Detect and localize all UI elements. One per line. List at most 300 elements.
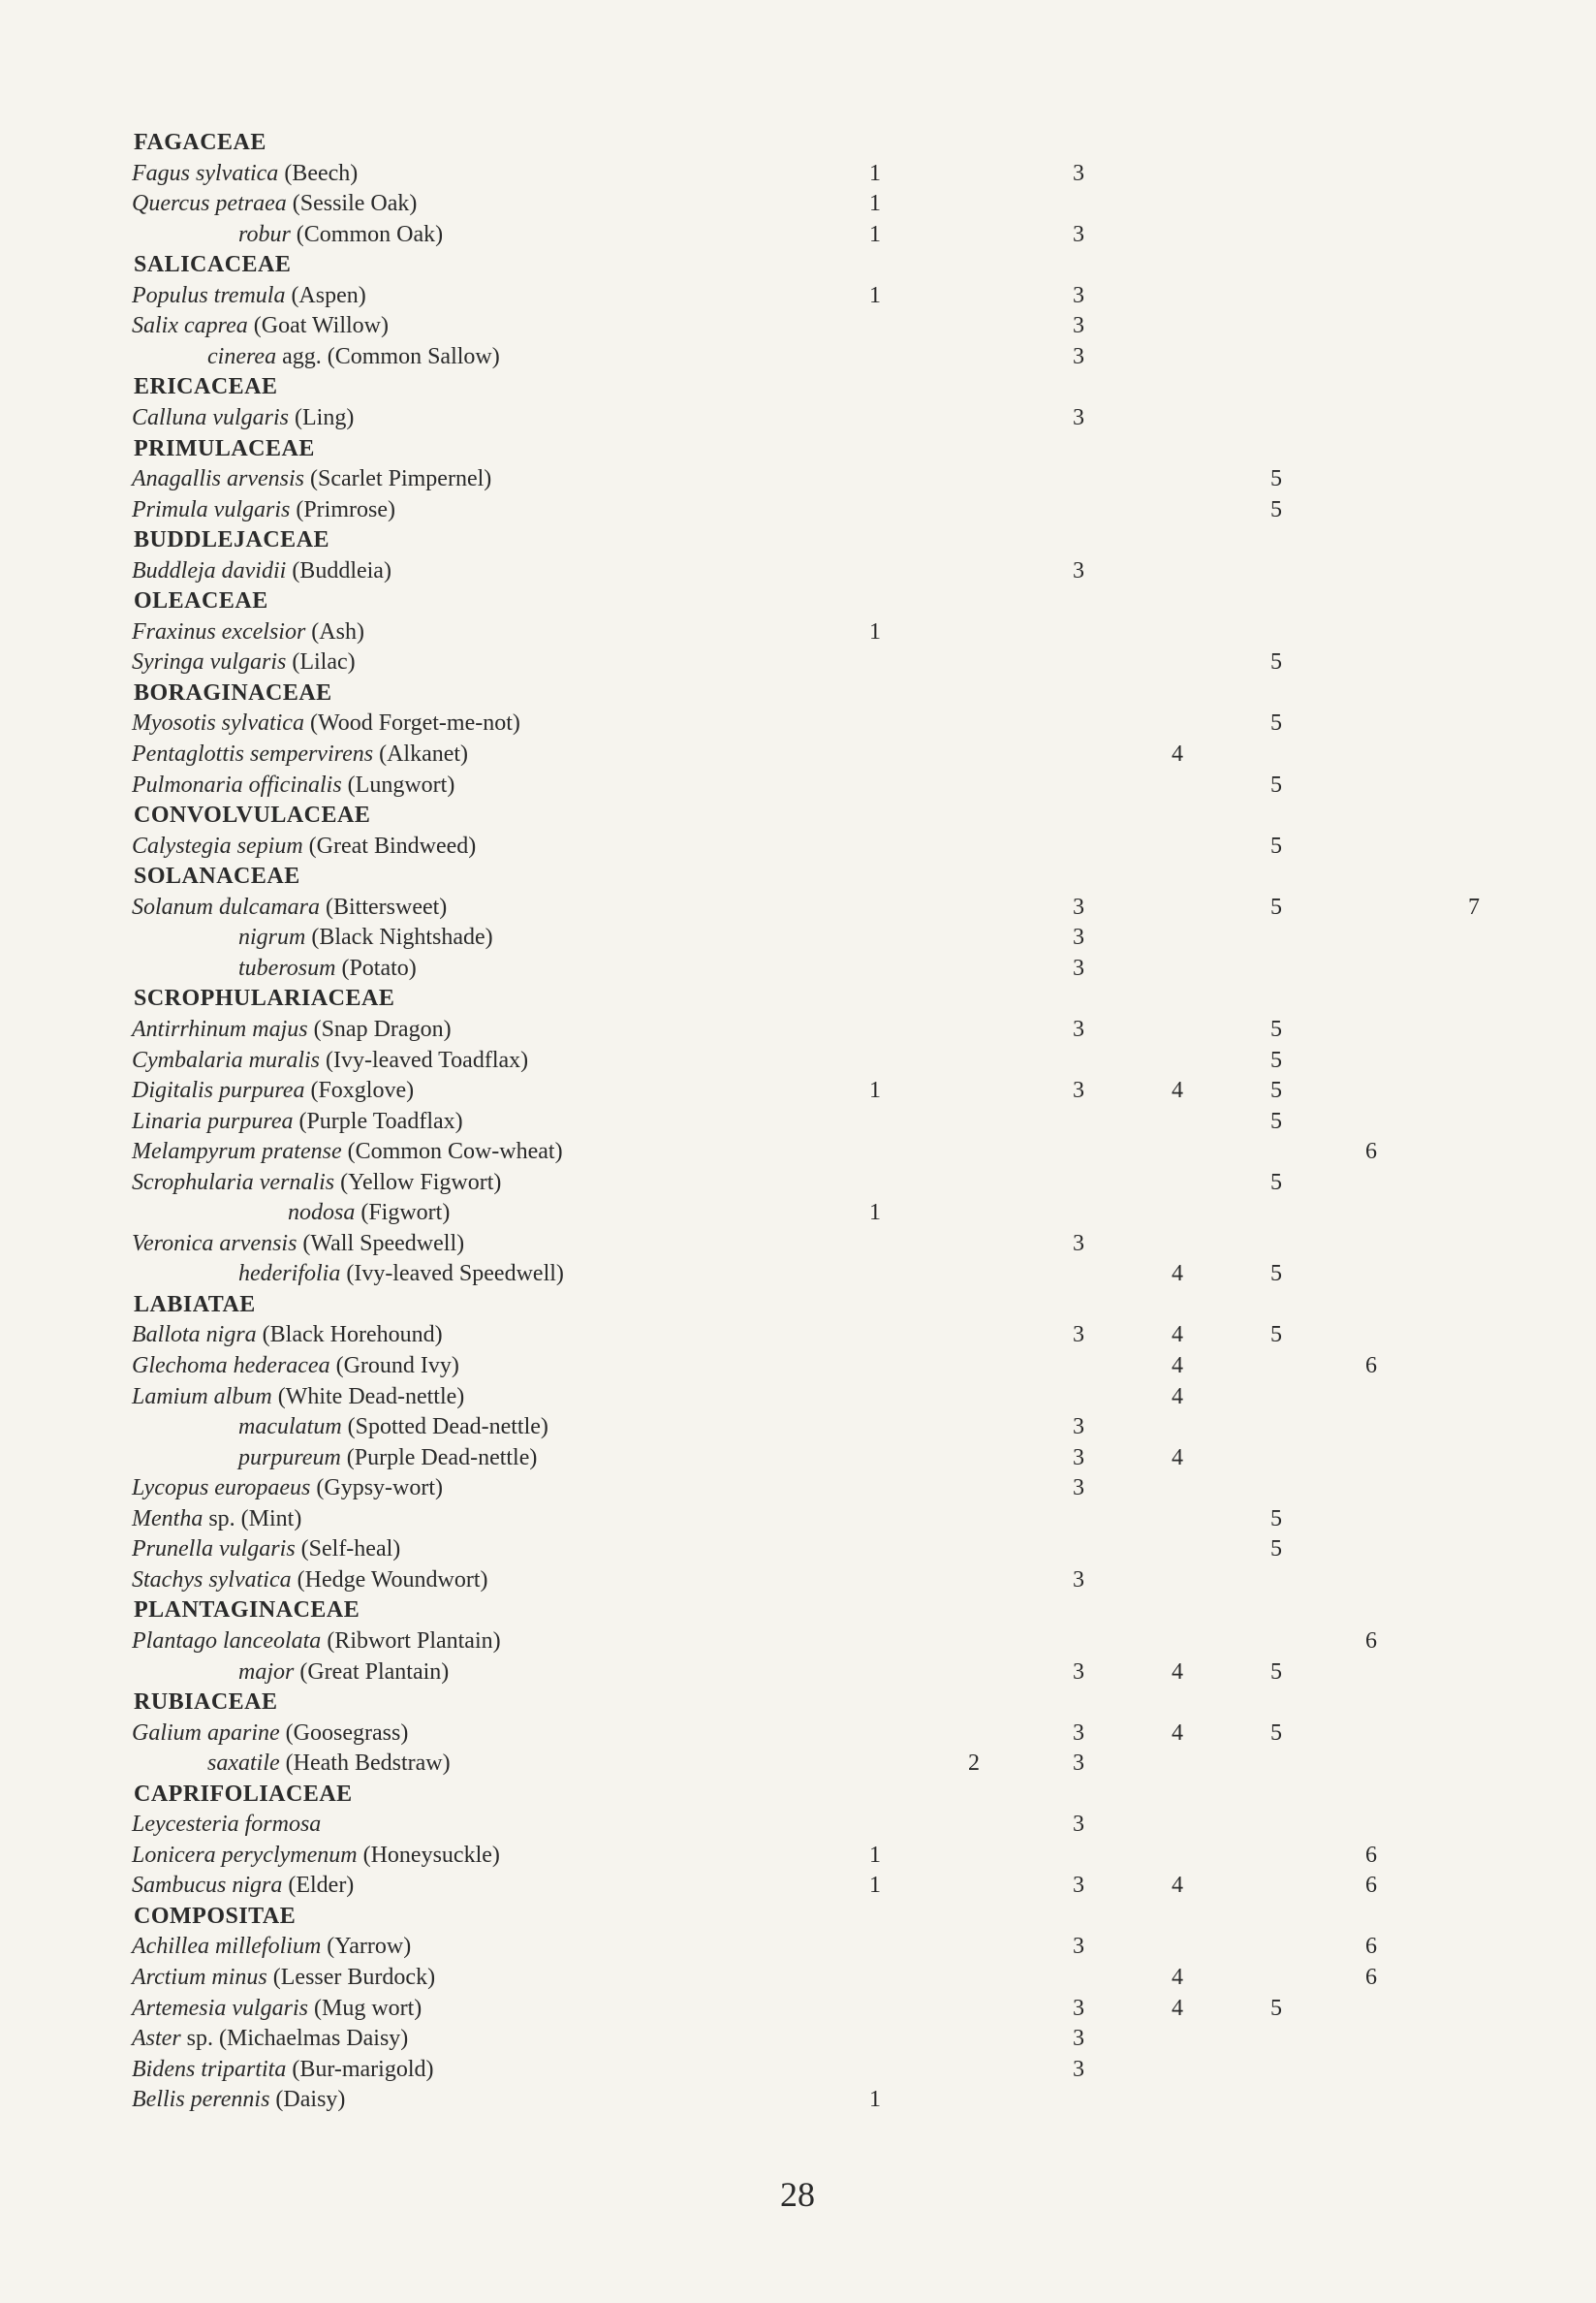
species-row: [0, 1167, 1596, 1198]
common-name: agg. (Common Sallow): [276, 344, 500, 369]
column-5-value: 5: [1270, 1109, 1282, 1134]
scientific-name: Lamium album: [132, 1384, 272, 1409]
species-row: [0, 953, 1596, 984]
column-1-value: 1: [869, 619, 881, 645]
scientific-name: Bidens tripartita: [132, 2057, 287, 2082]
scientific-name: Melampyrum pratense: [132, 1139, 342, 1164]
species-name: [132, 1625, 501, 1656]
species-row: [0, 647, 1596, 678]
column-4-value: 4: [1172, 741, 1183, 767]
scientific-name: nodosa: [288, 1200, 356, 1225]
species-row: [0, 616, 1596, 647]
family-heading: [0, 1289, 1596, 1320]
scientific-name: purpureum: [238, 1445, 341, 1470]
column-4-value: 4: [1172, 1873, 1183, 1898]
scientific-name: Artemesia vulgaris: [132, 1996, 308, 2021]
column-5-value: 5: [1270, 1506, 1282, 1531]
column-5-value: 5: [1270, 895, 1282, 920]
column-1-value: 1: [869, 222, 881, 247]
species-row: [0, 494, 1596, 525]
common-name: (Ivy-leaved Toadflax): [320, 1048, 529, 1073]
species-name: [238, 1656, 449, 1688]
scientific-name: Arctium minus: [132, 1965, 267, 1990]
species-name: [132, 1106, 463, 1137]
column-4-value: 4: [1172, 1261, 1183, 1286]
scientific-name: Antirrhinum majus: [132, 1017, 308, 1042]
scientific-name: Buddleja davidii: [132, 558, 287, 584]
species-row: [0, 1075, 1596, 1106]
common-name: (Hedge Woundwort): [291, 1567, 488, 1593]
scientific-name: Primula vulgaris: [132, 497, 291, 522]
column-4-value: 4: [1172, 1078, 1183, 1103]
column-4-value: 4: [1172, 1353, 1183, 1378]
scientific-name: Prunella vulgaris: [132, 1536, 296, 1562]
common-name: (Bur-marigold): [286, 2057, 434, 2082]
column-3-value: 3: [1073, 405, 1084, 430]
common-name: (Buddleia): [286, 558, 391, 584]
scientific-name: Populus tremula: [132, 283, 286, 308]
column-3-value: 3: [1073, 895, 1084, 920]
scientific-name: robur: [238, 222, 291, 247]
common-name: (Goosegrass): [279, 1720, 409, 1746]
species-name: [132, 402, 354, 433]
family-name: PLANTAGINACEAE: [134, 1597, 360, 1623]
scientific-name: Achillea millefolium: [132, 1934, 322, 1959]
species-row: [0, 770, 1596, 801]
common-name: (Figwort): [355, 1200, 451, 1225]
species-name: [132, 708, 520, 739]
species-row: [0, 739, 1596, 770]
family-name: BUDDLEJACEAE: [134, 527, 330, 552]
species-name: [132, 616, 364, 647]
species-row: [0, 463, 1596, 494]
species-name: [132, 280, 366, 311]
column-4-value: 4: [1172, 1384, 1183, 1409]
common-name: (Lilac): [286, 649, 356, 675]
scientific-name: Lonicera peryclymenum: [132, 1843, 358, 1868]
family-heading: [0, 1687, 1596, 1718]
family-heading: [0, 249, 1596, 280]
column-2-value: 2: [968, 1751, 980, 1776]
scientific-name: Galium aparine: [132, 1720, 280, 1746]
column-3-value: 3: [1073, 1078, 1084, 1103]
column-3-value: 3: [1073, 222, 1084, 247]
column-1-value: 1: [869, 2087, 881, 2112]
species-name: [207, 1748, 451, 1779]
species-row: [0, 1381, 1596, 1412]
scientific-name: Mentha: [132, 1506, 203, 1531]
species-row: [0, 402, 1596, 433]
common-name: (Purple Dead-nettle): [340, 1445, 538, 1470]
species-row: [0, 310, 1596, 341]
column-1-value: 1: [869, 283, 881, 308]
column-6-value: 6: [1365, 1843, 1377, 1868]
species-name: [132, 739, 468, 770]
scientific-name: Fraxinus excelsior: [132, 619, 306, 645]
species-name: [132, 1075, 414, 1106]
species-row: [0, 1870, 1596, 1901]
common-name: (Wood Forget-me-not): [303, 710, 520, 736]
family-heading: [0, 1779, 1596, 1810]
common-name: (Great Plantain): [294, 1659, 450, 1685]
common-name: (Ribwort Plantain): [321, 1628, 501, 1654]
species-row: [0, 922, 1596, 953]
column-1-value: 1: [869, 1078, 881, 1103]
common-name: (Sessile Oak): [286, 191, 418, 216]
family-name: PRIMULACEAE: [134, 436, 315, 461]
species-name: [132, 1014, 452, 1045]
column-6-value: 6: [1365, 1873, 1377, 1898]
column-5-value: 5: [1270, 1048, 1282, 1073]
column-7-value: 7: [1468, 895, 1480, 920]
column-3-value: 3: [1073, 1873, 1084, 1898]
scientific-name: Stachys sylvatica: [132, 1567, 292, 1593]
species-name: [132, 555, 391, 586]
column-3-value: 3: [1073, 1720, 1084, 1746]
column-6-value: 6: [1365, 1934, 1377, 1959]
species-row: [0, 1045, 1596, 1076]
common-name: (Ground Ivy): [329, 1353, 459, 1378]
species-name: [238, 953, 417, 984]
common-name: (Honeysuckle): [357, 1843, 500, 1868]
common-name: (Black Horehound): [256, 1322, 443, 1347]
scientific-name: Ballota nigra: [132, 1322, 257, 1347]
scientific-name: maculatum: [238, 1414, 342, 1439]
common-name: (Black Nightshade): [305, 925, 493, 950]
species-name: [238, 1258, 564, 1289]
species-row: [0, 1197, 1596, 1228]
column-6-value: 6: [1365, 1965, 1377, 1990]
scientific-name: Anagallis arvensis: [132, 466, 304, 491]
common-name: (Goat Willow): [247, 313, 389, 338]
species-row: [0, 1472, 1596, 1503]
column-1-value: 1: [869, 191, 881, 216]
family-heading: [0, 127, 1596, 158]
scientific-name: Syringa vulgaris: [132, 649, 287, 675]
column-5-value: 5: [1270, 1170, 1282, 1195]
scientific-name: cinerea: [207, 344, 277, 369]
family-heading: [0, 1901, 1596, 1932]
species-row: [0, 188, 1596, 219]
column-5-value: 5: [1270, 466, 1282, 491]
scientific-name: Pentaglottis sempervirens: [132, 741, 374, 767]
column-3-value: 3: [1073, 1231, 1084, 1256]
column-3-value: 3: [1073, 1475, 1084, 1500]
species-name: [132, 831, 476, 862]
scientific-name: hederifolia: [238, 1261, 341, 1286]
species-name: [132, 1840, 500, 1871]
scientific-name: tuberosum: [238, 956, 336, 981]
common-name: (Lungwort): [341, 773, 455, 798]
scientific-name: Cymbalaria muralis: [132, 1048, 321, 1073]
family-name: BORAGINACEAE: [134, 680, 332, 706]
common-name: (Purple Toadflax): [293, 1109, 463, 1134]
species-name: [132, 1533, 400, 1564]
column-6-value: 6: [1365, 1628, 1377, 1654]
scientific-name: saxatile: [207, 1751, 280, 1776]
common-name: (Alkanet): [373, 741, 469, 767]
family-heading: [0, 433, 1596, 464]
species-row: [0, 1136, 1596, 1167]
common-name: (Aspen): [285, 283, 366, 308]
column-3-value: 3: [1073, 344, 1084, 369]
scientific-name: Aster: [132, 2026, 181, 2051]
column-5-value: 5: [1270, 1996, 1282, 2021]
scientific-name: Veronica arvensis: [132, 1231, 297, 1256]
family-heading: [0, 524, 1596, 555]
column-1-value: 1: [869, 1200, 881, 1225]
common-name: (Beech): [278, 161, 359, 186]
common-name: (Wall Speedwell): [297, 1231, 465, 1256]
species-row: [0, 892, 1596, 923]
scientific-name: major: [238, 1659, 295, 1685]
family-name: SCROPHULARIACEAE: [134, 986, 395, 1011]
common-name: (Ivy-leaved Speedwell): [340, 1261, 564, 1286]
species-row: [0, 1656, 1596, 1688]
species-name: [132, 1718, 408, 1749]
column-1-value: 1: [869, 161, 881, 186]
scientific-name: Pulmonaria officinalis: [132, 773, 342, 798]
column-5-value: 5: [1270, 1261, 1282, 1286]
family-heading: [0, 800, 1596, 831]
family-name: COMPOSITAE: [134, 1904, 297, 1929]
common-name: (Primrose): [290, 497, 395, 522]
column-5-value: 5: [1270, 497, 1282, 522]
column-5-value: 5: [1270, 1078, 1282, 1103]
column-5-value: 5: [1270, 1659, 1282, 1685]
column-3-value: 3: [1073, 1659, 1084, 1685]
species-name: [238, 1442, 537, 1473]
column-3-value: 3: [1073, 925, 1084, 950]
species-name: [238, 1411, 548, 1442]
common-name: (Self-heal): [295, 1536, 401, 1562]
common-name: (Elder): [282, 1873, 355, 1898]
scientific-name: Leycesteria formosa: [132, 1812, 322, 1837]
species-row: [0, 1319, 1596, 1350]
species-name: [207, 341, 500, 372]
column-3-value: 3: [1073, 1017, 1084, 1042]
species-name: [132, 892, 447, 923]
common-name: (Ash): [305, 619, 364, 645]
species-row: [0, 1718, 1596, 1749]
species-name: [132, 1809, 321, 1840]
species-name: [132, 2023, 408, 2054]
family-name: CAPRIFOLIACEAE: [134, 1782, 353, 1807]
species-row: [0, 2054, 1596, 2085]
species-name: [132, 1228, 464, 1259]
scientific-name: Quercus petraea: [132, 191, 287, 216]
column-4-value: 4: [1172, 1445, 1183, 1470]
common-name: (Ling): [289, 405, 355, 430]
species-name: [132, 1472, 443, 1503]
species-name: [132, 494, 395, 525]
species-row: [0, 1350, 1596, 1381]
species-name: [132, 1167, 501, 1198]
species-name: [132, 463, 491, 494]
species-row: [0, 1228, 1596, 1259]
common-name: (Foxglove): [304, 1078, 415, 1103]
family-heading: [0, 371, 1596, 402]
species-row: [0, 831, 1596, 862]
family-name: CONVOLVULACEAE: [134, 803, 371, 828]
common-name: sp. (Michaelmas Daisy): [180, 2026, 409, 2051]
common-name: (Potato): [335, 956, 417, 981]
column-4-value: 4: [1172, 1996, 1183, 2021]
column-3-value: 3: [1073, 1751, 1084, 1776]
family-name: SOLANACEAE: [134, 864, 300, 889]
species-name: [132, 1381, 464, 1412]
family-name: RUBIACEAE: [134, 1689, 278, 1715]
column-4-value: 4: [1172, 1965, 1183, 1990]
species-row: [0, 1748, 1596, 1779]
column-5-value: 5: [1270, 773, 1282, 798]
species-name: [132, 1993, 422, 2024]
species-name: [132, 1136, 563, 1167]
family-name: OLEACEAE: [134, 588, 268, 614]
species-name: [132, 770, 454, 801]
species-name: [132, 2084, 345, 2115]
common-name: (Lesser Burdock): [266, 1965, 436, 1990]
species-name: [132, 1962, 435, 1993]
species-name: [132, 158, 358, 189]
scientific-name: Linaria purpurea: [132, 1109, 294, 1134]
species-row: [0, 708, 1596, 739]
scientific-name: Scrophularia vernalis: [132, 1170, 335, 1195]
scientific-name: Glechoma hederacea: [132, 1353, 330, 1378]
column-5-value: 5: [1270, 1536, 1282, 1562]
page-number: 28: [780, 2175, 815, 2214]
common-name: (Heath Bedstraw): [279, 1751, 451, 1776]
species-row: [0, 1106, 1596, 1137]
species-name: [132, 310, 389, 341]
scientific-name: Sambucus nigra: [132, 1873, 283, 1898]
species-name: [132, 2054, 434, 2085]
family-name: SALICACEAE: [134, 252, 292, 277]
scientific-name: Calluna vulgaris: [132, 405, 290, 430]
column-3-value: 3: [1073, 1996, 1084, 2021]
scientific-name: Digitalis purpurea: [132, 1078, 305, 1103]
species-name: [288, 1197, 450, 1228]
species-row: [0, 1503, 1596, 1534]
scientific-name: Plantago lanceolata: [132, 1628, 322, 1654]
column-5-value: 5: [1270, 1322, 1282, 1347]
column-3-value: 3: [1073, 1934, 1084, 1959]
common-name: (Gypsy-wort): [310, 1475, 444, 1500]
scientific-name: Solanum dulcamara: [132, 895, 320, 920]
species-row: [0, 1809, 1596, 1840]
column-3-value: 3: [1073, 558, 1084, 584]
column-3-value: 3: [1073, 1445, 1084, 1470]
common-name: (Scarlet Pimpernel): [304, 466, 492, 491]
family-heading: [0, 678, 1596, 709]
column-6-value: 6: [1365, 1139, 1377, 1164]
common-name: sp. (Mint): [203, 1506, 302, 1531]
species-name: [132, 1045, 528, 1076]
common-name: (Spotted Dead-nettle): [341, 1414, 548, 1439]
species-row: [0, 158, 1596, 189]
column-4-value: 4: [1172, 1720, 1183, 1746]
common-name: (Mug wort): [307, 1996, 422, 2021]
column-3-value: 3: [1073, 1812, 1084, 1837]
species-row: [0, 2084, 1596, 2115]
scientific-name: Calystegia sepium: [132, 834, 303, 859]
scientific-name: Fagus sylvatica: [132, 161, 279, 186]
species-row: [0, 1625, 1596, 1656]
column-6-value: 6: [1365, 1353, 1377, 1378]
column-3-value: 3: [1073, 283, 1084, 308]
scientific-name: Myosotis sylvatica: [132, 710, 304, 736]
family-heading: [0, 983, 1596, 1014]
species-name: [132, 1931, 411, 1962]
column-1-value: 1: [869, 1843, 881, 1868]
species-row: [0, 555, 1596, 586]
family-name: FAGACEAE: [134, 130, 266, 155]
species-row: [0, 341, 1596, 372]
species-name: [238, 922, 493, 953]
scientific-name: Lycopus europaeus: [132, 1475, 311, 1500]
species-name: [132, 647, 356, 678]
column-3-value: 3: [1073, 956, 1084, 981]
column-3-value: 3: [1073, 2057, 1084, 2082]
column-3-value: 3: [1073, 161, 1084, 186]
column-5-value: 5: [1270, 649, 1282, 675]
column-1-value: 1: [869, 1873, 881, 1898]
species-name: [132, 1503, 301, 1534]
family-name: LABIATAE: [134, 1292, 256, 1317]
column-5-value: 5: [1270, 1720, 1282, 1746]
species-row: [0, 1442, 1596, 1473]
species-name: [132, 1350, 459, 1381]
species-row: [0, 219, 1596, 250]
species-row: [0, 1258, 1596, 1289]
common-name: (Snap Dragon): [307, 1017, 452, 1042]
family-heading: [0, 585, 1596, 616]
species-row: [0, 280, 1596, 311]
species-row: [0, 1931, 1596, 1962]
common-name: (Daisy): [269, 2087, 346, 2112]
family-heading: [0, 1594, 1596, 1625]
species-row: [0, 1840, 1596, 1871]
species-row: [0, 1014, 1596, 1045]
scientific-name: Bellis perennis: [132, 2087, 270, 2112]
species-name: [132, 188, 417, 219]
common-name: (Great Bindweed): [302, 834, 477, 859]
column-4-value: 4: [1172, 1659, 1183, 1685]
species-name: [238, 219, 443, 250]
species-row: [0, 1993, 1596, 2024]
scientific-name: Salix caprea: [132, 313, 248, 338]
species-name: [132, 1319, 443, 1350]
species-name: [132, 1870, 354, 1901]
species-row: [0, 1533, 1596, 1564]
species-name: [132, 1564, 488, 1595]
column-5-value: 5: [1270, 710, 1282, 736]
species-row: [0, 2023, 1596, 2054]
common-name: (White Dead-nettle): [271, 1384, 465, 1409]
common-name: (Common Cow-wheat): [341, 1139, 563, 1164]
column-3-value: 3: [1073, 313, 1084, 338]
column-3-value: 3: [1073, 2026, 1084, 2051]
scientific-name: nigrum: [238, 925, 306, 950]
common-name: (Common Oak): [290, 222, 444, 247]
column-3-value: 3: [1073, 1414, 1084, 1439]
species-row: [0, 1411, 1596, 1442]
common-name: (Yarrow): [321, 1934, 412, 1959]
family-name: ERICACEAE: [134, 374, 278, 399]
column-4-value: 4: [1172, 1322, 1183, 1347]
species-row: [0, 1564, 1596, 1595]
column-5-value: 5: [1270, 834, 1282, 859]
